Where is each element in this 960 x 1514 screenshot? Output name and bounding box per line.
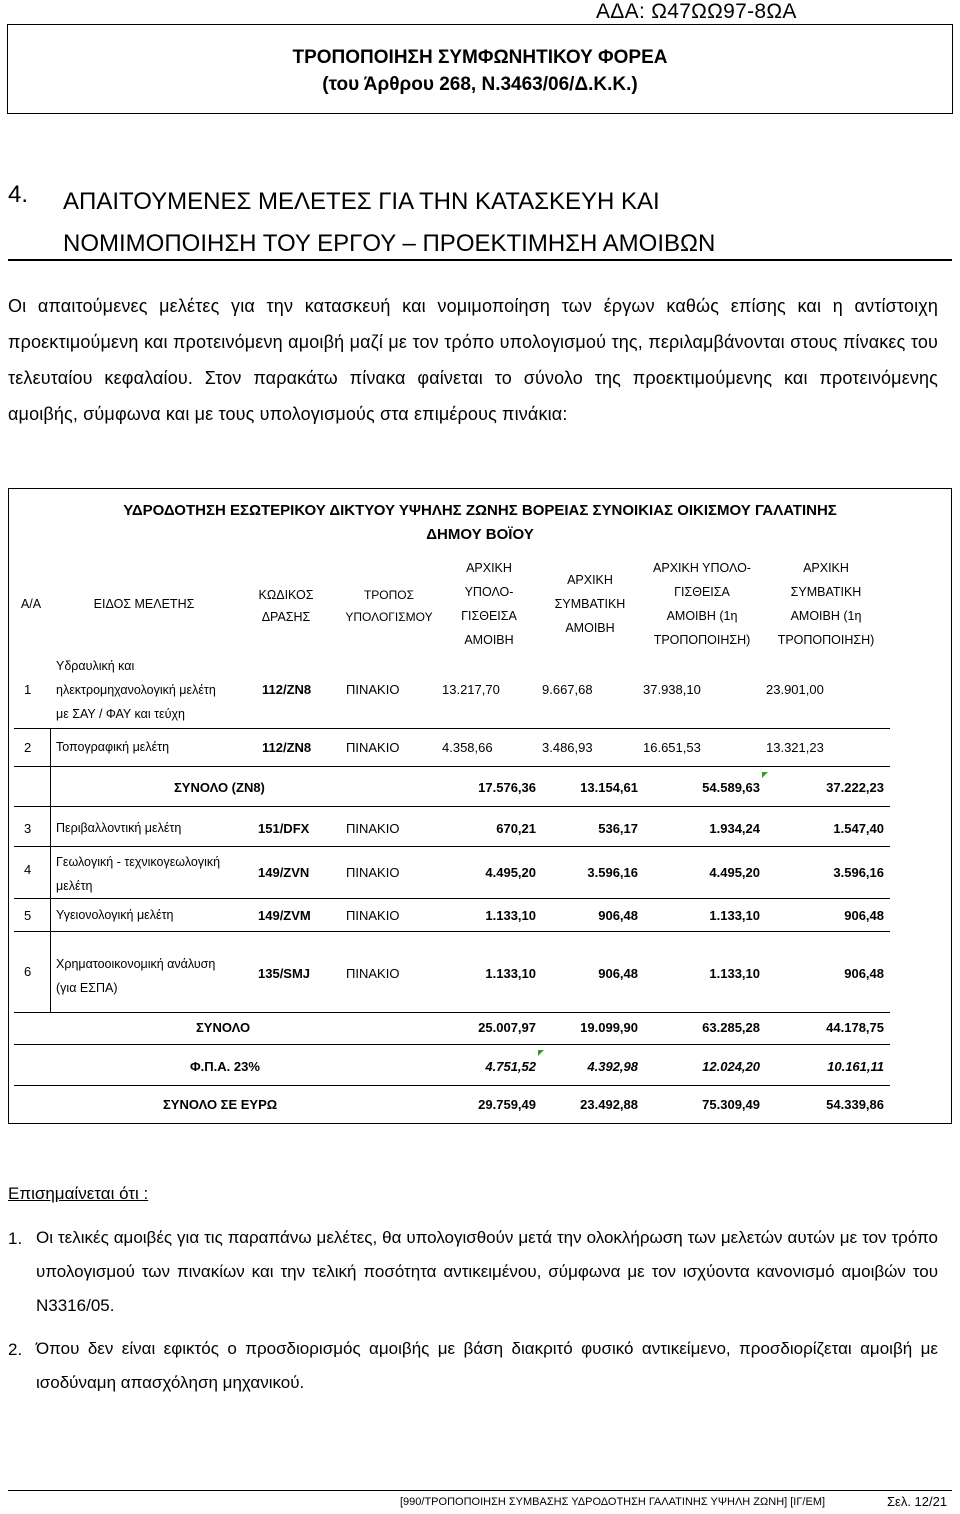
row-v3: 4.495,20	[709, 865, 760, 880]
header-c4-line1: ΑΡΧΙΚΗ	[803, 561, 849, 575]
row-eidos: Τοπογραφική μελέτη	[56, 740, 170, 754]
grand-total-v1: 29.759,49	[478, 1097, 536, 1112]
vat-label: Φ.Π.Α. 23%	[190, 1059, 260, 1074]
section-title-line2: ΝΟΜΙΜΟΠΟΙΗΣΗ ΤΟΥ ΕΡΓΟΥ – ΠΡΟΕΚΤΙΜΗΣΗ ΑΜΟΙΒΩΝ	[63, 230, 716, 257]
grand-total-v3: 75.309,49	[702, 1097, 760, 1112]
header-title: ΤΡΟΠΟΠΟΙΗΣΗ ΣΥΜΦΩΝΗΤΙΚΟΥ ΦΟΡΕΑ	[292, 47, 668, 68]
row-kodikos: 149/ZVM	[258, 908, 311, 923]
row-aa: 5	[24, 908, 32, 923]
row-eidos: Υγειονολογική μελέτη	[56, 908, 174, 922]
header-c1-line1: ΑΡΧΙΚΗ	[466, 561, 512, 575]
row-eidos: Περιβαλλοντική μελέτη	[56, 821, 182, 835]
row-v3: 16.651,53	[643, 740, 701, 755]
row-v4: 3.596,16	[833, 865, 884, 880]
row-aa: 2	[24, 740, 32, 755]
row-kodikos: 149/ZVN	[258, 865, 310, 880]
column-divider	[50, 728, 51, 1012]
row-kodikos: 151/DFX	[258, 821, 310, 836]
section-rule	[8, 259, 952, 261]
footer-document-ref: [990/ΤΡΟΠΟΠΟΙΗΣΗ ΣΥΜΒΑΣΗΣ ΥΔΡΟΔΟΤΗΣΗ ΓΑΛΑΤΙΝΗΣ ΥΨΗΛΗ ΖΩΝΗ] [ΙΓ/ΕΜ]	[400, 1496, 826, 1508]
subtotal-v2: 13.154,61	[580, 780, 638, 795]
page-number: Σελ. 12/21	[887, 1494, 948, 1509]
row-v1: 1.133,10	[485, 966, 536, 981]
row-tropos: ΠΙΝΑΚΙΟ	[346, 682, 400, 697]
row-aa: 4	[24, 862, 32, 877]
row-v3: 37.938,10	[643, 682, 701, 697]
row-v3: 1.934,24	[709, 821, 760, 836]
subtotal-v1: 17.576,36	[478, 780, 536, 795]
header-aa: Α/Α	[20, 597, 42, 611]
row-divider	[14, 846, 890, 847]
row-eidos-line1: Γεωλογική - τεχνικογεωλογική	[56, 855, 221, 869]
row-kodikos: 112/ΖΝ8	[262, 682, 312, 697]
note-1-number: 1.	[8, 1229, 23, 1248]
total-v3: 63.285,28	[702, 1020, 760, 1035]
row-v2: 536,17	[598, 821, 638, 836]
row-kodikos: 135/SMJ	[258, 966, 311, 981]
total-v2: 19.099,90	[580, 1020, 638, 1035]
row-kodikos: 112/ΖΝ8	[262, 740, 312, 755]
row-tropos: ΠΙΝΑΚΙΟ	[346, 865, 400, 880]
row-eidos-line1: Χρηματοοικονομική ανάλυση	[56, 957, 216, 971]
header-ypologistheisa-1h	[640, 556, 764, 652]
header-tropos	[335, 584, 443, 628]
row-v2: 906,48	[598, 908, 638, 923]
document-header	[7, 24, 953, 114]
row-eidos-line3: με ΣΑΥ / ΦΑΥ και τεύχη	[56, 707, 185, 721]
intro-paragraph: Οι απαιτούμενες μελέτες για την κατασκευή και νομιμοποίηση των έργων καθώς επίσης και η αντίστοιχη προεκτιμούμενη και προτεινόμενη αμοιβή μαζί με τον τρόπο υπολογισμού της, περιλαμβάνονται στους πίνακες του τελευταίου κεφαλαίου. Στον παρακάτω πίνακα φαίνεται το σύνολο της προεκτιμούμενης και προτεινόμενης αμοιβής, σύμφωνα και με τους υπολογισμούς στα επιμέρους πινάκια:	[8, 296, 938, 424]
note-2-text: Όπου δεν είναι εφικτός ο προσδιορισμός αμοιβής με βάση διακριτό φυσικό αντικείμενο, προσδιορίζεται αμοιβή με ισοδύναμη απασχόληση μηχανικού.	[36, 1339, 938, 1392]
row-v1: 670,21	[496, 821, 536, 836]
header-tropos-line2: ΥΠΟΛΟΓΙΣΜΟΥ	[345, 610, 433, 624]
row-divider	[14, 1012, 890, 1013]
row-v2: 3.596,16	[587, 865, 638, 880]
section-title	[63, 181, 715, 265]
row-v1: 4.495,20	[485, 865, 536, 880]
row-tropos: ΠΙΝΑΚΙΟ	[346, 821, 400, 836]
header-kodikos-line1: ΚΩΔΙΚΟΣ	[258, 588, 314, 602]
row-eidos-line2: ηλεκτρομηχανολογική μελέτη	[56, 683, 216, 697]
header-c3-line3: ΑΜΟΙΒΗ (1η	[666, 609, 738, 623]
header-kodikos	[240, 584, 332, 628]
grand-total-label: ΣΥΝΟΛΟ ΣΕ ΕΥΡΩ	[163, 1097, 278, 1112]
note-2-number: 2.	[8, 1340, 23, 1359]
header-c4-line3: ΑΜΟΙΒΗ (1η	[790, 609, 862, 623]
vat-v3: 12.024,20	[702, 1059, 760, 1074]
vat-v1: 4.751,52	[485, 1059, 536, 1074]
subtotal-v3: 54.589,63	[702, 780, 760, 795]
header-c3-line2: ΓΙΣΘΕΙΣΑ	[674, 585, 730, 599]
vat-v2: 4.392,98	[587, 1059, 638, 1074]
row-v4: 906,48	[844, 966, 884, 981]
header-c1-line3: ΓΙΣΘΕΙΣΑ	[461, 609, 517, 623]
row-divider	[14, 931, 890, 932]
row-eidos-line1: Υδραυλική και	[56, 659, 135, 673]
row-tropos: ΠΙΝΑΚΙΟ	[346, 966, 400, 981]
grand-total-v4: 54.339,86	[826, 1097, 884, 1112]
row-aa: 3	[24, 821, 32, 836]
row-v1: 1.133,10	[485, 908, 536, 923]
total-v4: 44.178,75	[826, 1020, 884, 1035]
header-eidos: ΕΙΔΟΣ ΜΕΛΕΤΗΣ	[93, 597, 195, 611]
header-c1-line2: ΥΠΟΛΟ-	[464, 585, 514, 599]
total-v1: 25.007,97	[478, 1020, 536, 1035]
row-v2: 3.486,93	[542, 740, 593, 755]
row-divider	[14, 1085, 890, 1086]
row-v3: 1.133,10	[709, 966, 760, 981]
header-kodikos-line2: ΔΡΑΣΗΣ	[261, 610, 311, 624]
row-divider	[14, 1044, 890, 1045]
row-v3: 1.133,10	[709, 908, 760, 923]
row-eidos-line2: μελέτη	[56, 879, 93, 893]
subtotal-v4: 37.222,23	[826, 780, 884, 795]
row-v4: 1.547,40	[833, 821, 884, 836]
comment-marker	[538, 1050, 544, 1056]
row-tropos: ΠΙΝΑΚΙΟ	[346, 740, 400, 755]
row-aa: 1	[24, 682, 32, 697]
row-v4: 13.321,23	[766, 740, 824, 755]
grand-total-v2: 23.492,88	[580, 1097, 638, 1112]
row-v1: 13.217,70	[442, 682, 500, 697]
row-tropos: ΠΙΝΑΚΙΟ	[346, 908, 400, 923]
row-v1: 4.358,66	[442, 740, 493, 755]
header-arxiki-ypologistheisa	[436, 556, 542, 652]
row-divider	[14, 766, 890, 767]
row-v2: 906,48	[598, 966, 638, 981]
notes-heading: Επισημαίνεται ότι :	[8, 1184, 149, 1203]
header-c4-line4: ΤΡΟΠΟΠΟΙΗΣΗ)	[777, 633, 875, 647]
row-eidos	[56, 654, 216, 726]
row-v2: 9.667,68	[542, 682, 593, 697]
header-symvatiki-1h	[764, 556, 888, 652]
header-c2-line1: ΑΡΧΙΚΗ	[567, 573, 613, 587]
section-title-line1: ΑΠΑΙΤΟΥΜΕΝΕΣ ΜΕΛΕΤΕΣ ΓΙΑ ΤΗΝ ΚΑΤΑΣΚΕΥΗ ΚΑΙ	[63, 188, 660, 215]
section-number: 4.	[8, 181, 29, 208]
note-1-text: Οι τελικές αμοιβές για τις παραπάνω μελέτες, θα υπολογισθούν μετά την ολοκλήρωση των μελετών αυτών με τον τρόπο υπολογισμού των πινακίων και την τελική ποσότητα αντικειμένου, σύμφωνα με τον ισχύοντα κανονισμό αμοιβών του Ν3316/05.	[36, 1228, 938, 1315]
row-v4: 23.901,00	[766, 682, 824, 697]
row-aa: 6	[24, 964, 32, 979]
row-eidos	[56, 952, 215, 1000]
row-eidos	[56, 850, 220, 898]
header-c1-line4: ΑΜΟΙΒΗ	[464, 633, 514, 647]
header-c3-line1: ΑΡΧΙΚΗ ΥΠΟΛΟ-	[653, 561, 751, 575]
total-label: ΣΥΝΟΛΟ	[196, 1020, 251, 1035]
subtotal-label: ΣΥΝΟΛΟ (ΖΝ8)	[174, 780, 265, 795]
comment-marker	[762, 772, 768, 778]
table-title-line2: ΔΗΜΟΥ ΒΟΪΟΥ	[426, 526, 534, 543]
table-title	[8, 499, 952, 547]
header-c4-line2: ΣΥΜΒΑΤΙΚΗ	[790, 585, 862, 599]
header-c2-line2: ΣΥΜΒΑΤΙΚΗ	[554, 597, 626, 611]
row-divider	[14, 898, 890, 899]
header-tropos-line1: ΤΡΟΠΟΣ	[363, 588, 415, 602]
row-eidos-line2: (για ΕΣΠΑ)	[56, 981, 118, 995]
row-divider	[14, 728, 890, 729]
ada-code: ΑΔΑ: Ω47ΩΩ97-8ΩΑ	[596, 0, 797, 23]
table-title-line1: ΥΔΡΟΔΟΤΗΣΗ ΕΣΩΤΕΡΙΚΟΥ ΔΙΚΤΥΟΥ ΥΨΗΛΗΣ ΖΩΝΗΣ ΒΟΡΕΙΑΣ ΣΥΝΟΙΚΙΑΣ ΟΙΚΙΣΜΟΥ ΓΑΛΑΤΙΝΗΣ	[123, 502, 837, 519]
vat-v4: 10.161,11	[827, 1059, 884, 1074]
header-arxiki-symvatiki	[540, 568, 640, 640]
header-c2-line3: ΑΜΟΙΒΗ	[565, 621, 615, 635]
row-divider	[14, 806, 890, 807]
header-subtitle: (του Άρθρου 268, Ν.3463/06/Δ.Κ.Κ.)	[322, 74, 638, 95]
header-c3-line4: ΤΡΟΠΟΠΟΙΗΣΗ)	[653, 633, 751, 647]
footer-rule	[8, 1490, 952, 1491]
row-v4: 906,48	[844, 908, 884, 923]
